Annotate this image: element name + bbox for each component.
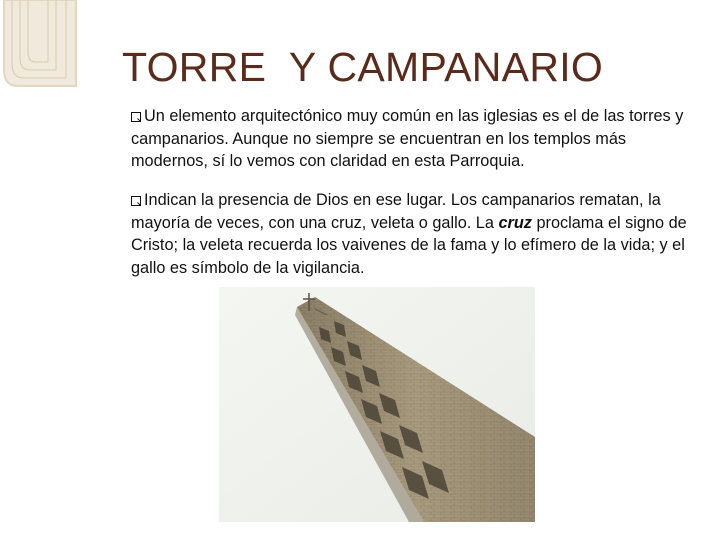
bell-tower-photo <box>219 287 535 522</box>
checkbox-bullet-icon <box>131 112 141 122</box>
paragraph-2-text-after: proclama el signo de Cristo; la veleta recuerda los vaivenes de la fama y lo efímero de la vida; y el gallo es símbolo de la vigilancia. <box>131 213 687 277</box>
paragraph-1-text: Un elemento arquitectónico muy común en las iglesias es el de las torres y campanarios. Aunque no siempre se encuentran en los templos más modernos, sí lo vemos con claridad en esta Parroquia. <box>131 107 684 170</box>
checkbox-bullet-icon <box>131 196 141 206</box>
slide-title: TORRE Y CAMPANARIO <box>122 44 604 90</box>
paragraph-2 <box>131 189 691 279</box>
paragraph-2-text-before: Indican la presencia de Dios en ese lugar. Los campanarios rematan, la mayoría de veces, con una cruz, veleta o gallo. La <box>131 191 661 232</box>
keyword-cruz: cruz <box>498 213 532 232</box>
paragraph-1 <box>131 105 691 173</box>
corner-decoration <box>0 0 80 120</box>
